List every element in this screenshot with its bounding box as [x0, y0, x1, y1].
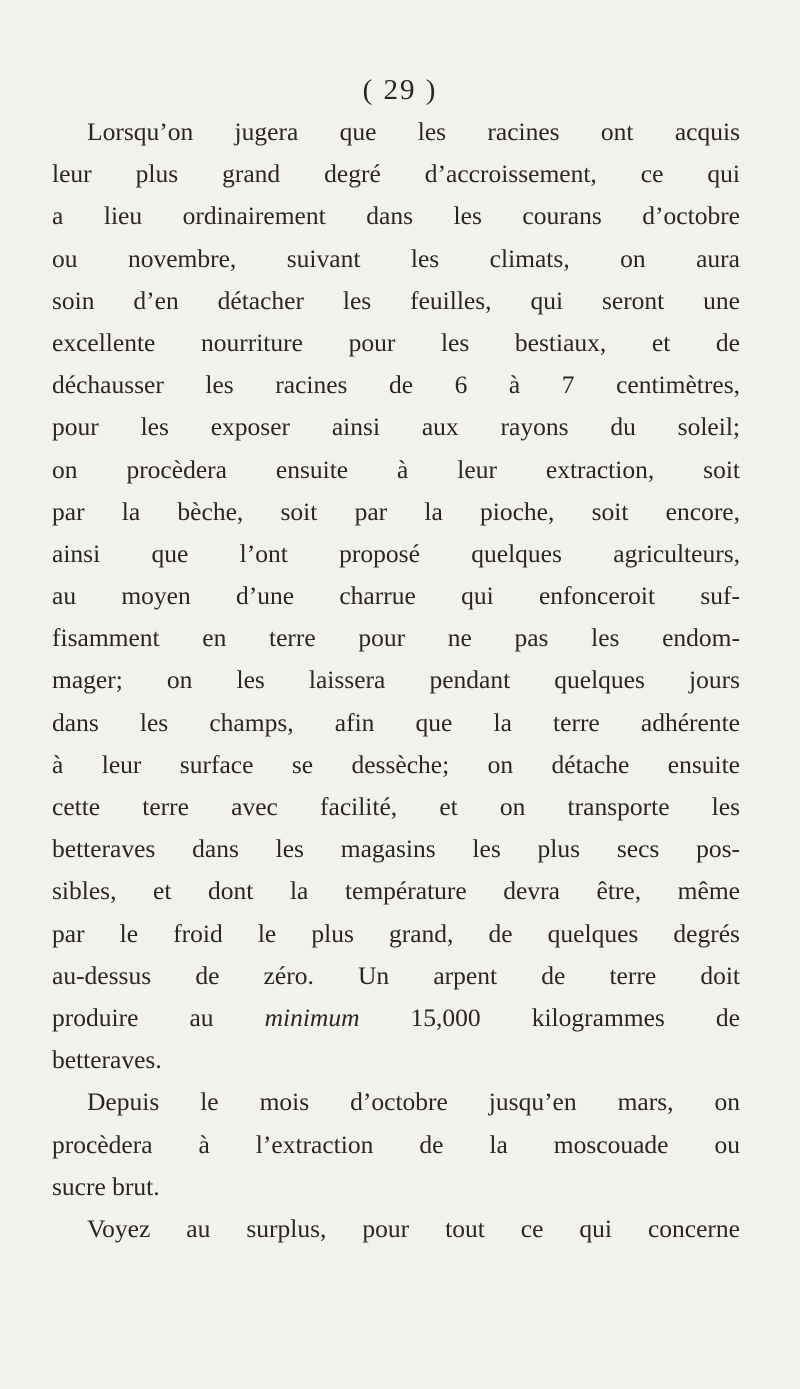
text-line: cette terre avec facilité, et on transporte les [52, 792, 740, 821]
text-line: par le froid le plus grand, de quelques degrés [52, 918, 740, 948]
text-line: Depuis le mois d’octobre jusqu’en mars, on [87, 1087, 740, 1117]
text-line: on procèdera ensuite à leur extraction, soit [52, 454, 740, 484]
text-line: Voyez au surplus, pour tout ce qui concerne [87, 1213, 740, 1243]
text-line: déchausser les racines de 6 à 7 centimètres, [52, 370, 740, 400]
text-line: sucre brut. [52, 1171, 160, 1201]
text-fragment: 15,000 kilogrammes de [359, 1002, 740, 1032]
text-line: Lorsqu’on jugera que les racines ont acquis [87, 117, 740, 146]
page-number: ( 29 ) [362, 74, 438, 106]
paragraph-harvest [52, 111, 740, 1081]
body-text [52, 111, 740, 1250]
text-line: au-dessus de zéro. Un arpent de terre doit [52, 960, 740, 990]
text-line: par la bèche, soit par la pioche, soit encore, [52, 496, 740, 526]
text-line: au moyen d’une charrue qui enfonceroit suf- [52, 581, 740, 611]
italic-term-minimum: minimum [264, 1002, 360, 1032]
text-line: betteraves dans les magasins les plus secs pos- [52, 834, 740, 864]
text-fragment: produire au [52, 1002, 265, 1032]
paragraph-see-also [52, 1208, 740, 1250]
text-line: ainsi que l’ont proposé quelques agriculteurs, [52, 538, 740, 568]
text-line: sibles, et dont la température devra être, même [52, 876, 740, 906]
paragraph-extraction [52, 1081, 740, 1208]
text-line: soin d’en détacher les feuilles, qui seront une [52, 285, 740, 315]
text-line: procèdera à l’extraction de la moscouade ou [52, 1129, 740, 1159]
text-line: à leur surface se dessèche; on détache ensuite [52, 749, 740, 779]
text-line: fisamment en terre pour ne pas les endom- [52, 623, 740, 653]
text-line: leur plus grand degré d’accroissement, ce qui [52, 159, 740, 189]
text-line: pour les exposer ainsi aux rayons du soleil; [52, 412, 740, 442]
text-line: dans les champs, afin que la terre adhérente [52, 707, 740, 737]
text-line: betteraves. [52, 1045, 162, 1075]
text-line: mager; on les laissera pendant quelques jours [52, 665, 740, 695]
text-line-minimum [52, 997, 740, 1039]
text-line: excellente nourriture pour les bestiaux, et de [52, 327, 740, 357]
text-line: a lieu ordinairement dans les courans d’octobre [52, 201, 740, 231]
text-line: ou novembre, suivant les climats, on aura [52, 243, 740, 273]
